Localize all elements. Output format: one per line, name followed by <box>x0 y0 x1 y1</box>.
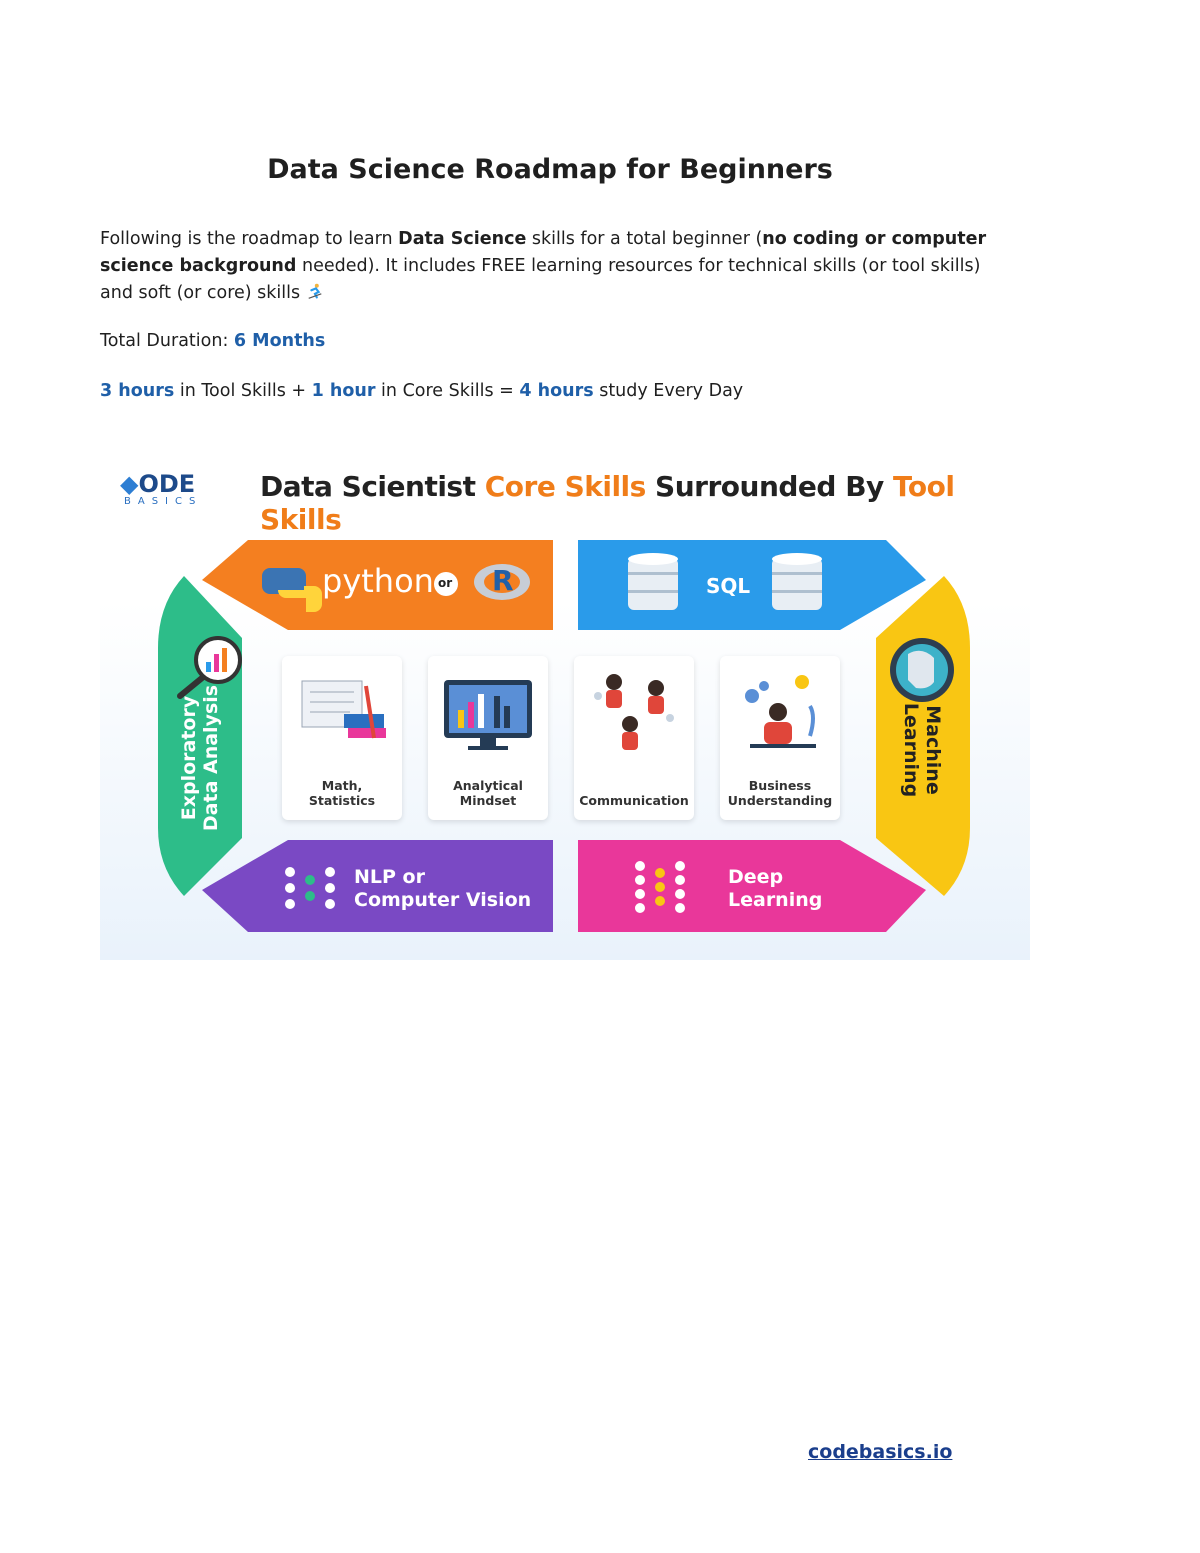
database-icon-left <box>628 553 678 610</box>
core-skill-communication: Communication <box>574 656 694 820</box>
intro-paragraph: Following is the roadmap to learn Data Science skills for a total beginner (no coding or computer science background needed). It includes FREE learning resources for technical skills (or tool skills) and soft (or core) skills <box>100 229 987 303</box>
math-books-icon <box>292 666 392 756</box>
core-skill-business: Business Understanding <box>720 656 840 820</box>
sql-label: SQL <box>706 574 751 598</box>
codebasics-link[interactable]: codebasics.io <box>808 1441 953 1463</box>
codebasics-logo: ◆ODE BASICS <box>120 470 203 507</box>
skills-infographic <box>100 448 1030 960</box>
skills-frame <box>100 448 1030 960</box>
core-skill-math: Math, Statistics <box>282 656 402 820</box>
study-plan: 3 hours in Tool Skills + 1 hour in Core Skills = 4 hours study Every Day <box>100 381 744 401</box>
people-talking-icon <box>584 666 684 756</box>
database-icon-right <box>772 553 822 610</box>
eda-label: Exploratory Data Analysis <box>178 684 222 832</box>
analytics-monitor-icon <box>438 666 538 756</box>
duration-value: 6 Months <box>233 331 326 351</box>
ml-label: Machine Learning <box>900 702 944 798</box>
total-duration: Total Duration: 6 Months <box>100 331 326 351</box>
page-title: Data Science Roadmap for Beginners <box>267 154 833 185</box>
r-label: R <box>492 564 514 597</box>
or-label: or <box>438 576 453 590</box>
infographic-title: Data Scientist Core Skills Surrounded By Tool Skills <box>260 470 955 536</box>
python-label: python <box>322 562 434 600</box>
deep-learning-label: Deep Learning <box>728 866 823 911</box>
nlp-label: NLP or Computer Vision <box>354 866 532 911</box>
skier-icon <box>306 283 324 301</box>
business-thinker-icon <box>730 666 830 756</box>
core-skill-analytical: Analytical Mindset <box>428 656 548 820</box>
